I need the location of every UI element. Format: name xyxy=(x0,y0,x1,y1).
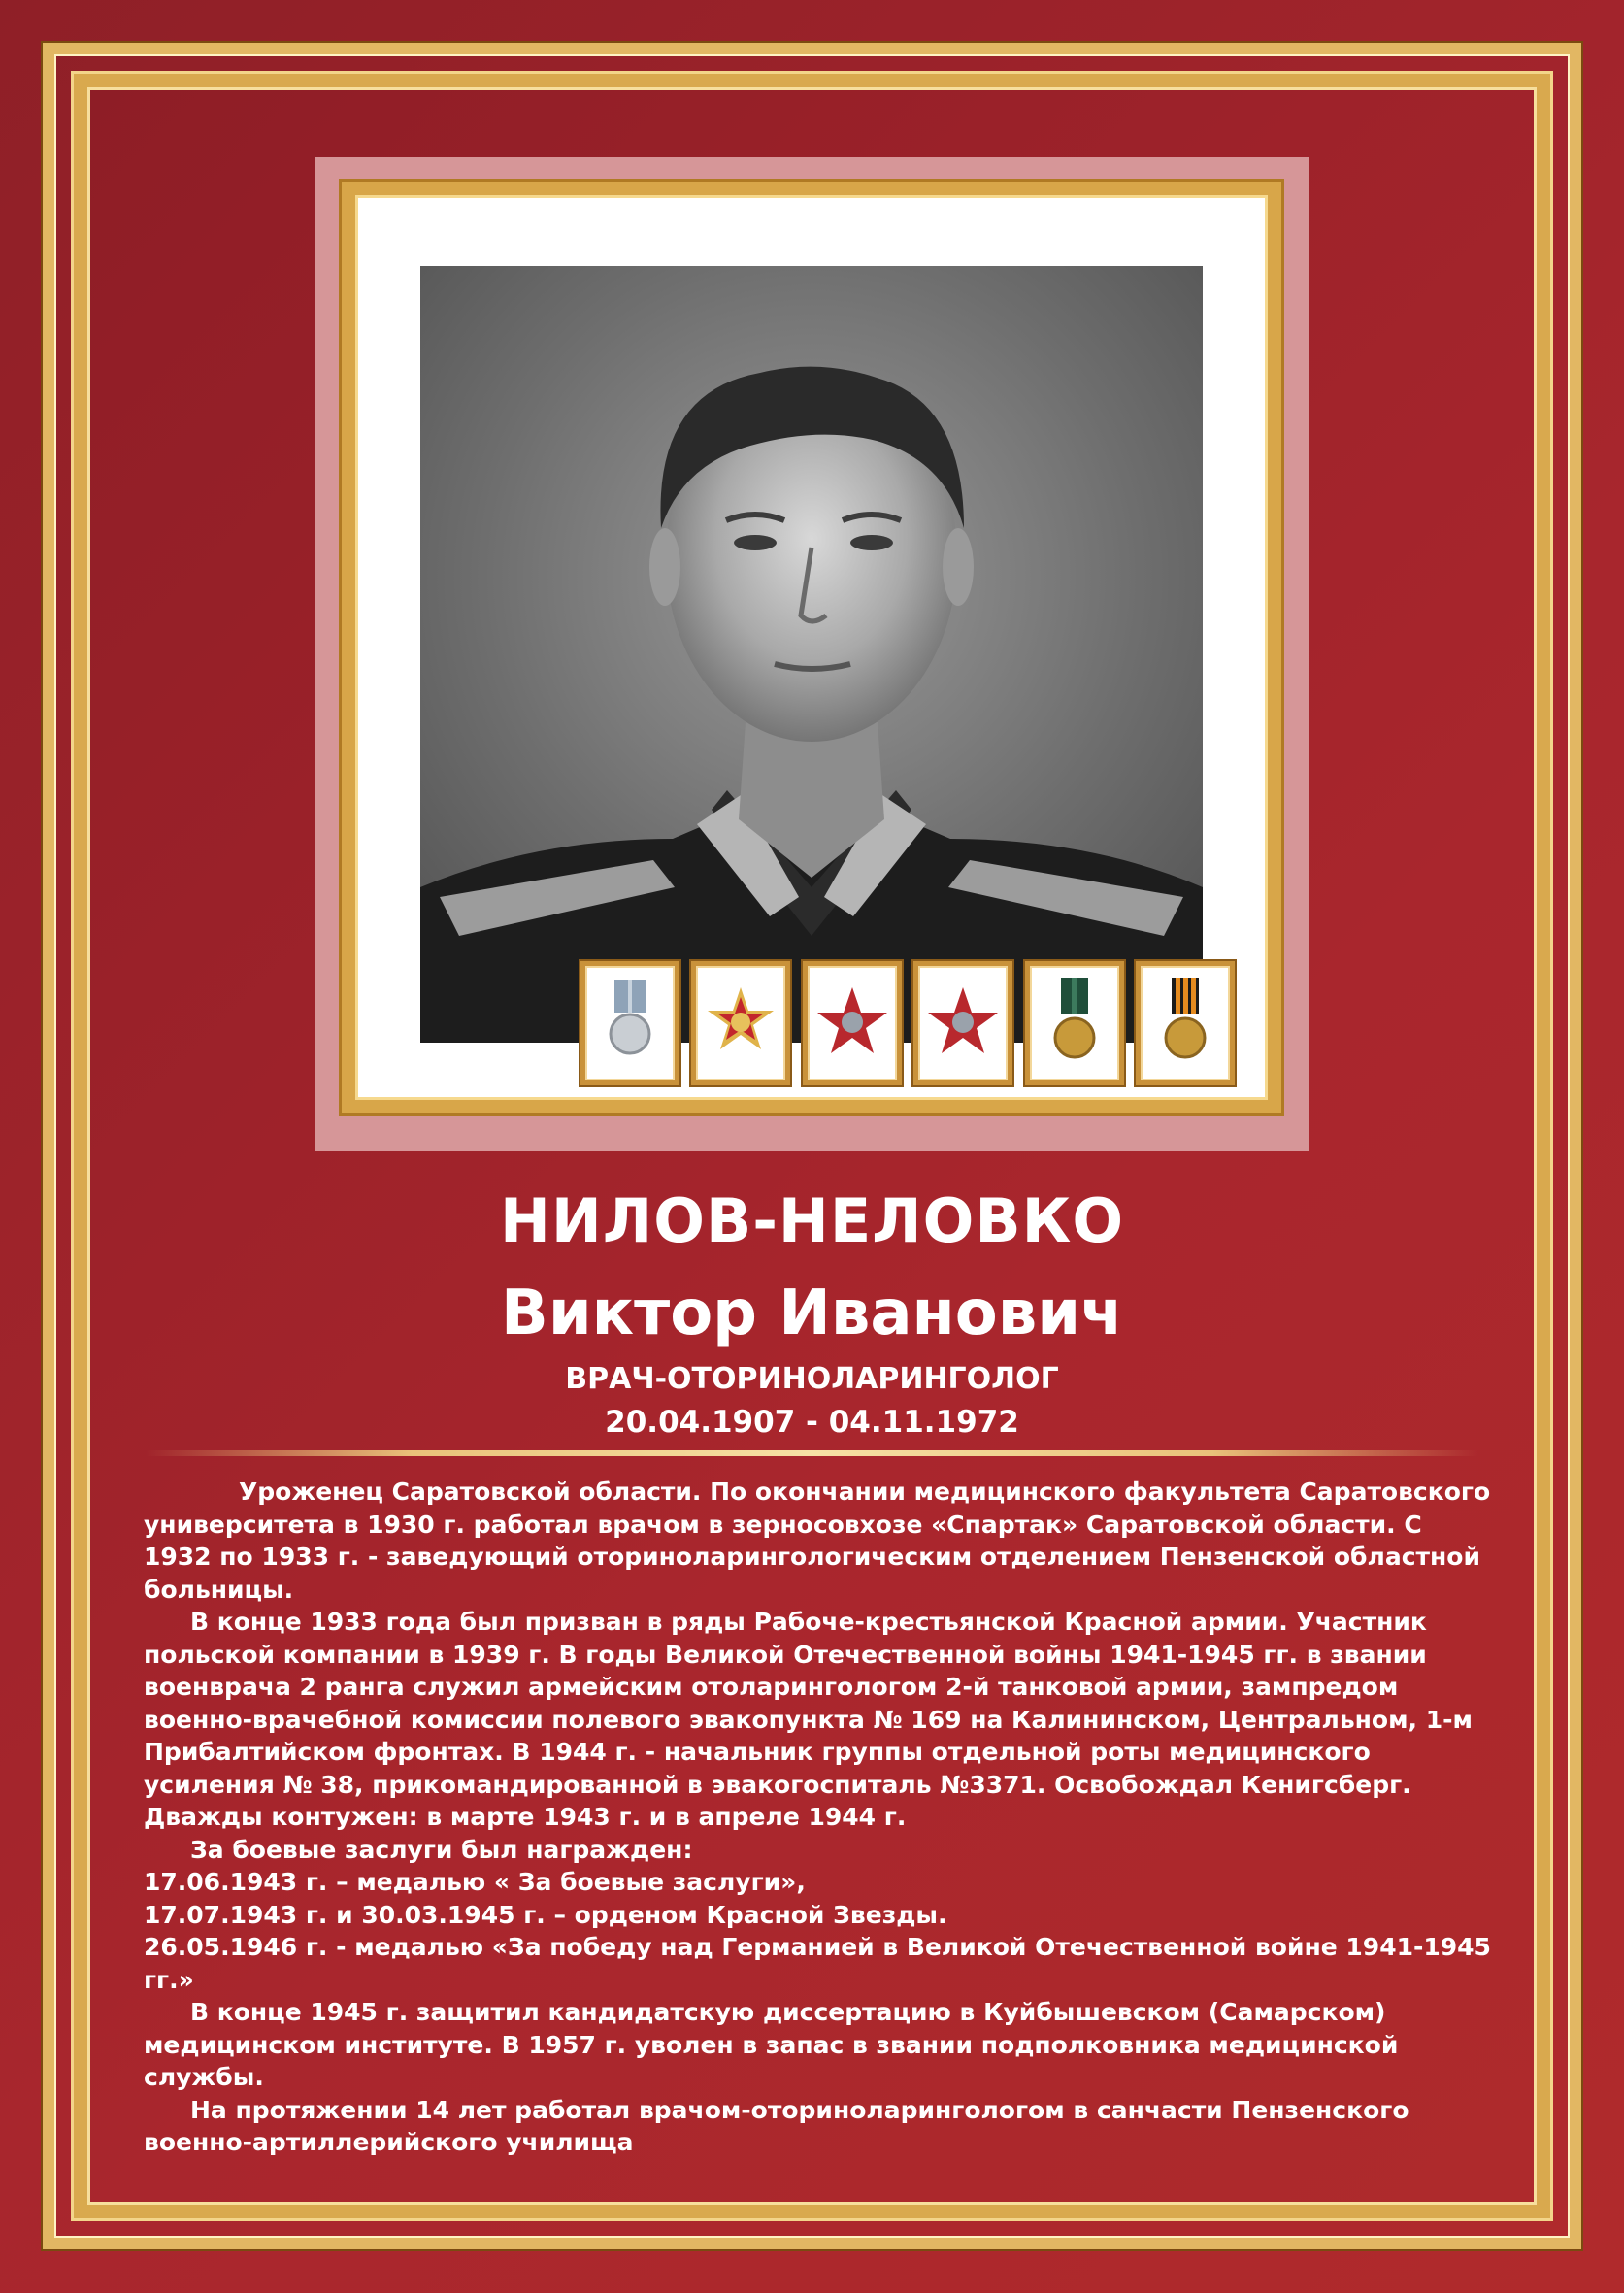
medal-card-3 xyxy=(803,961,902,1085)
bio-paragraph: За боевые заслуги был награжден: xyxy=(190,1835,693,1864)
medal-card-4 xyxy=(913,961,1012,1085)
bio-paragraph: В конце 1945 г. защитил кандидатскую диссертацию в Куйбышевском (Самарском) медицинском институте. В 1957 г. уволен в запас в звании подполковника медицинской службы. xyxy=(144,1998,1399,2091)
medal-konigsberg-icon xyxy=(1030,966,1119,1080)
medal-card-2 xyxy=(691,961,790,1085)
medal-for-combat-merit-icon xyxy=(585,966,675,1080)
order-red-star-icon xyxy=(918,966,1008,1080)
medal-card-1 xyxy=(580,961,679,1085)
portrait-icon xyxy=(420,266,1203,1043)
medal-card-6 xyxy=(1136,961,1235,1085)
portrait-photo xyxy=(420,266,1203,1043)
order-red-star-icon xyxy=(808,966,897,1080)
medal-victory-over-germany-icon xyxy=(1141,966,1230,1080)
gold-divider xyxy=(146,1450,1478,1456)
award-line: 17.06.1943 г. – медалью « За боевые заслуги», xyxy=(144,1868,806,1896)
profession: ВРАЧ-ОТОРИНОЛАРИНГОЛОГ xyxy=(565,1362,1059,1396)
given-names: Виктор Иванович xyxy=(501,1278,1123,1349)
order-patriotic-war-icon xyxy=(696,966,785,1080)
bio-paragraph: На протяжении 14 лет работал врачом-оториноларингологом в санчасти Пензенского военно-артиллерийского училища xyxy=(144,2095,1409,2156)
biography xyxy=(144,1476,1493,2159)
bio-paragraph: Уроженец Саратовской области. По окончании медицинского факультета Саратовского университета в 1930 г. работал врачом в зерносовхозе «Спартак» Саратовской области. С 1932 по 1933 г. - заведующий оториноларингологическим отделением Пензенской областной больницы. xyxy=(144,1478,1491,1604)
award-line: 26.05.1946 г. - медалью «За победу над Германией в Великой Отечественной войне 1941-1945 гг.» xyxy=(144,1933,1491,1994)
medal-card-5 xyxy=(1025,961,1124,1085)
life-dates: 20.04.1907 - 04.11.1972 xyxy=(605,1405,1019,1440)
surname: НИЛОВ-НЕЛОВКО xyxy=(499,1185,1125,1256)
bio-paragraph: В конце 1933 года был призван в ряды Рабоче-крестьянской Красной армии. Участник польской компании в 1939 г. В годы Великой Отечественной войны 1941-1945 гг. в звании военврача 2 ранга служил армейским отоларингологом 2-й танковой армии, зампредом военно-врачебной комиссии полевого эвакопункта № 169 на Калининском, Центральном, 1-м Прибалтийском фронтах. В 1944 г. - начальник группы отдельной роты медицинского усиления № 38, прикомандированной в эвакогоспиталь №3371. Освобождал Кенигсберг. Дважды контужен: в марте 1943 г. и в апреле 1944 г. xyxy=(144,1608,1473,1831)
award-line: 17.07.1943 г. и 30.03.1945 г. – орденом Красной Звезды. xyxy=(144,1900,947,1929)
